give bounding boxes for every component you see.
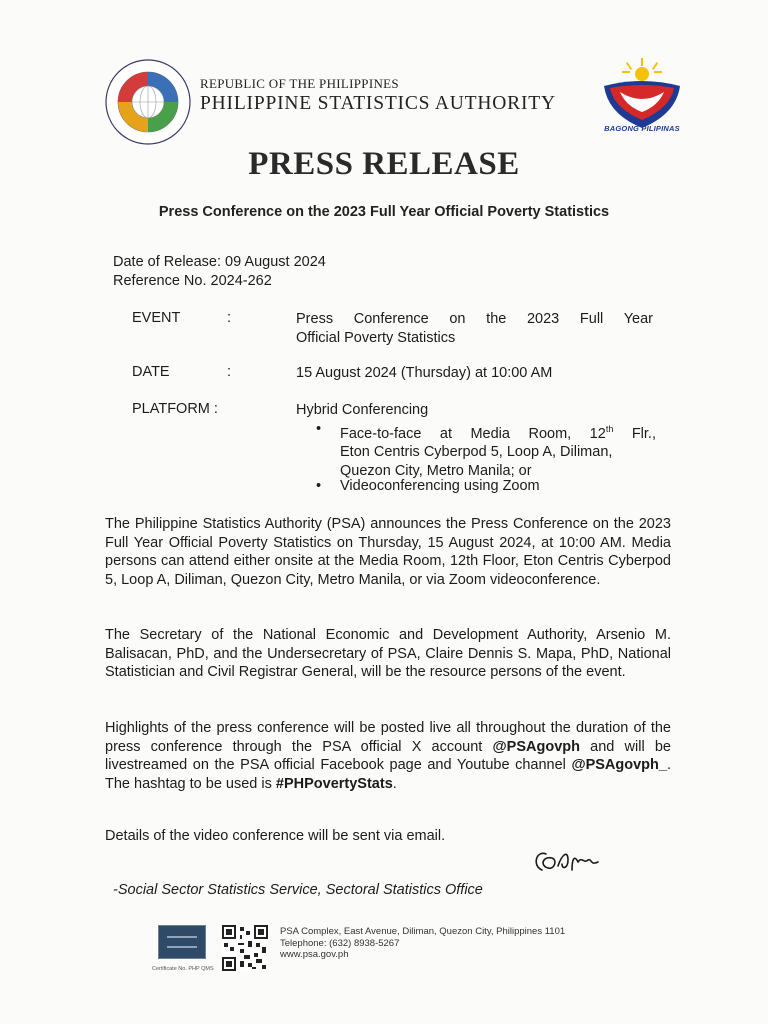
paragraph-highlights: Highlights of the press conference will be posted live all throughout the duration of the press conference through the PSA official X account @PSAgovph and will be livestreamed on the PSA official Facebook page and Youtube channel @PSAgovph_. The hashtag to be used is #PHPovertyStats.	[105, 720, 671, 792]
closing-line: Details of the video conference will be sent via email.	[105, 828, 446, 844]
date-colon: :	[227, 364, 232, 380]
paragraph-resource-persons: The Secretary of the National Economic and Development Authority, Arsenio M. Balisacan, PhD, and the Undersecretary of PSA, Claire Dennis S. Mapa, PhD, National Statistician and Civil Registrar General, will be the resource persons of the event.	[105, 627, 671, 680]
psa-seal-logo	[104, 58, 192, 146]
event-value-line-2: Official Poverty Statistics	[296, 329, 456, 346]
bullet-glyph: •	[316, 421, 322, 437]
footer-telephone: Telephone: (632) 8938-5267	[280, 937, 400, 949]
certificate-caption: Certificate No. PHP QMS	[152, 966, 214, 972]
iso-certification-badge	[158, 925, 206, 959]
event-colon: :	[227, 310, 232, 326]
footer-address: PSA Complex, East Avenue, Diliman, Quezon City, Philippines 1101	[280, 926, 566, 937]
bullet-2: Videoconferencing using Zoom	[340, 478, 540, 494]
agency-name: PHILIPPINE STATISTICS AUTHORITY	[200, 93, 556, 114]
bullet-1-line-1: Face-to-face at Media Room, 12	[340, 425, 606, 442]
date-value: 15 August 2024 (Thursday) at 10:00 AM	[296, 365, 553, 381]
bullet-1-line-1-end: Flr.,	[613, 425, 656, 442]
event-value-line-1: Press Conference on the 2023 Full Year	[296, 311, 653, 327]
bullet-1-line-3: Quezon City, Metro Manila; or	[340, 462, 532, 479]
hashtag: #PHPovertyStats	[275, 775, 393, 792]
republic-line: REPUBLIC OF THE PHILIPPINES	[200, 76, 399, 91]
issuing-office: -Social Sector Statistics Service, Sectoral Statistics Office	[113, 882, 483, 898]
bagong-pilipinas-text: BAGONG PILIPINAS	[604, 124, 680, 133]
bullet-1-sup: th	[605, 424, 614, 434]
footer-contact	[280, 926, 565, 961]
agency-header	[200, 76, 556, 115]
signature	[528, 840, 618, 886]
event-value	[296, 310, 653, 347]
platform-bullet-face-to-face	[316, 420, 656, 480]
psa-x-handle: @PSAgovph	[492, 738, 580, 755]
paragraph-announcement: The Philippine Statistics Authority (PSA) announces the Press Conference on the 2023 Full Year Official Poverty Statistics on Thursday, 15 August 2024, at 10:00 AM. Media persons can attend either onsite at the Media Room, 12th Floor, Eton Centris Cyberpod 5, Loop A, Diliman, Quezon City, Metro Manila, or via Zoom videoconference.	[105, 516, 671, 588]
page-title: PRESS RELEASE	[248, 146, 520, 182]
date-label: DATE	[132, 364, 170, 380]
platform-value: Hybrid Conferencing	[296, 402, 429, 418]
platform-label: PLATFORM :	[132, 401, 218, 417]
page-subtitle: Press Conference on the 2023 Full Year Official Poverty Statistics	[158, 204, 610, 220]
reference-number: Reference No. 2024-262	[113, 273, 272, 289]
release-meta	[113, 253, 326, 291]
qr-code-icon	[222, 925, 268, 971]
event-label: EVENT	[132, 310, 181, 326]
psa-youtube-handle: @PSAgovph_	[571, 757, 667, 773]
bullet-1-line-2: Eton Centris Cyberpod 5, Loop A, Diliman,	[340, 444, 613, 461]
footer-website-link[interactable]: www.psa.gov.ph	[280, 949, 349, 960]
date-of-release: Date of Release: 09 August 2024	[113, 254, 326, 270]
bullet-glyph: •	[316, 478, 322, 494]
